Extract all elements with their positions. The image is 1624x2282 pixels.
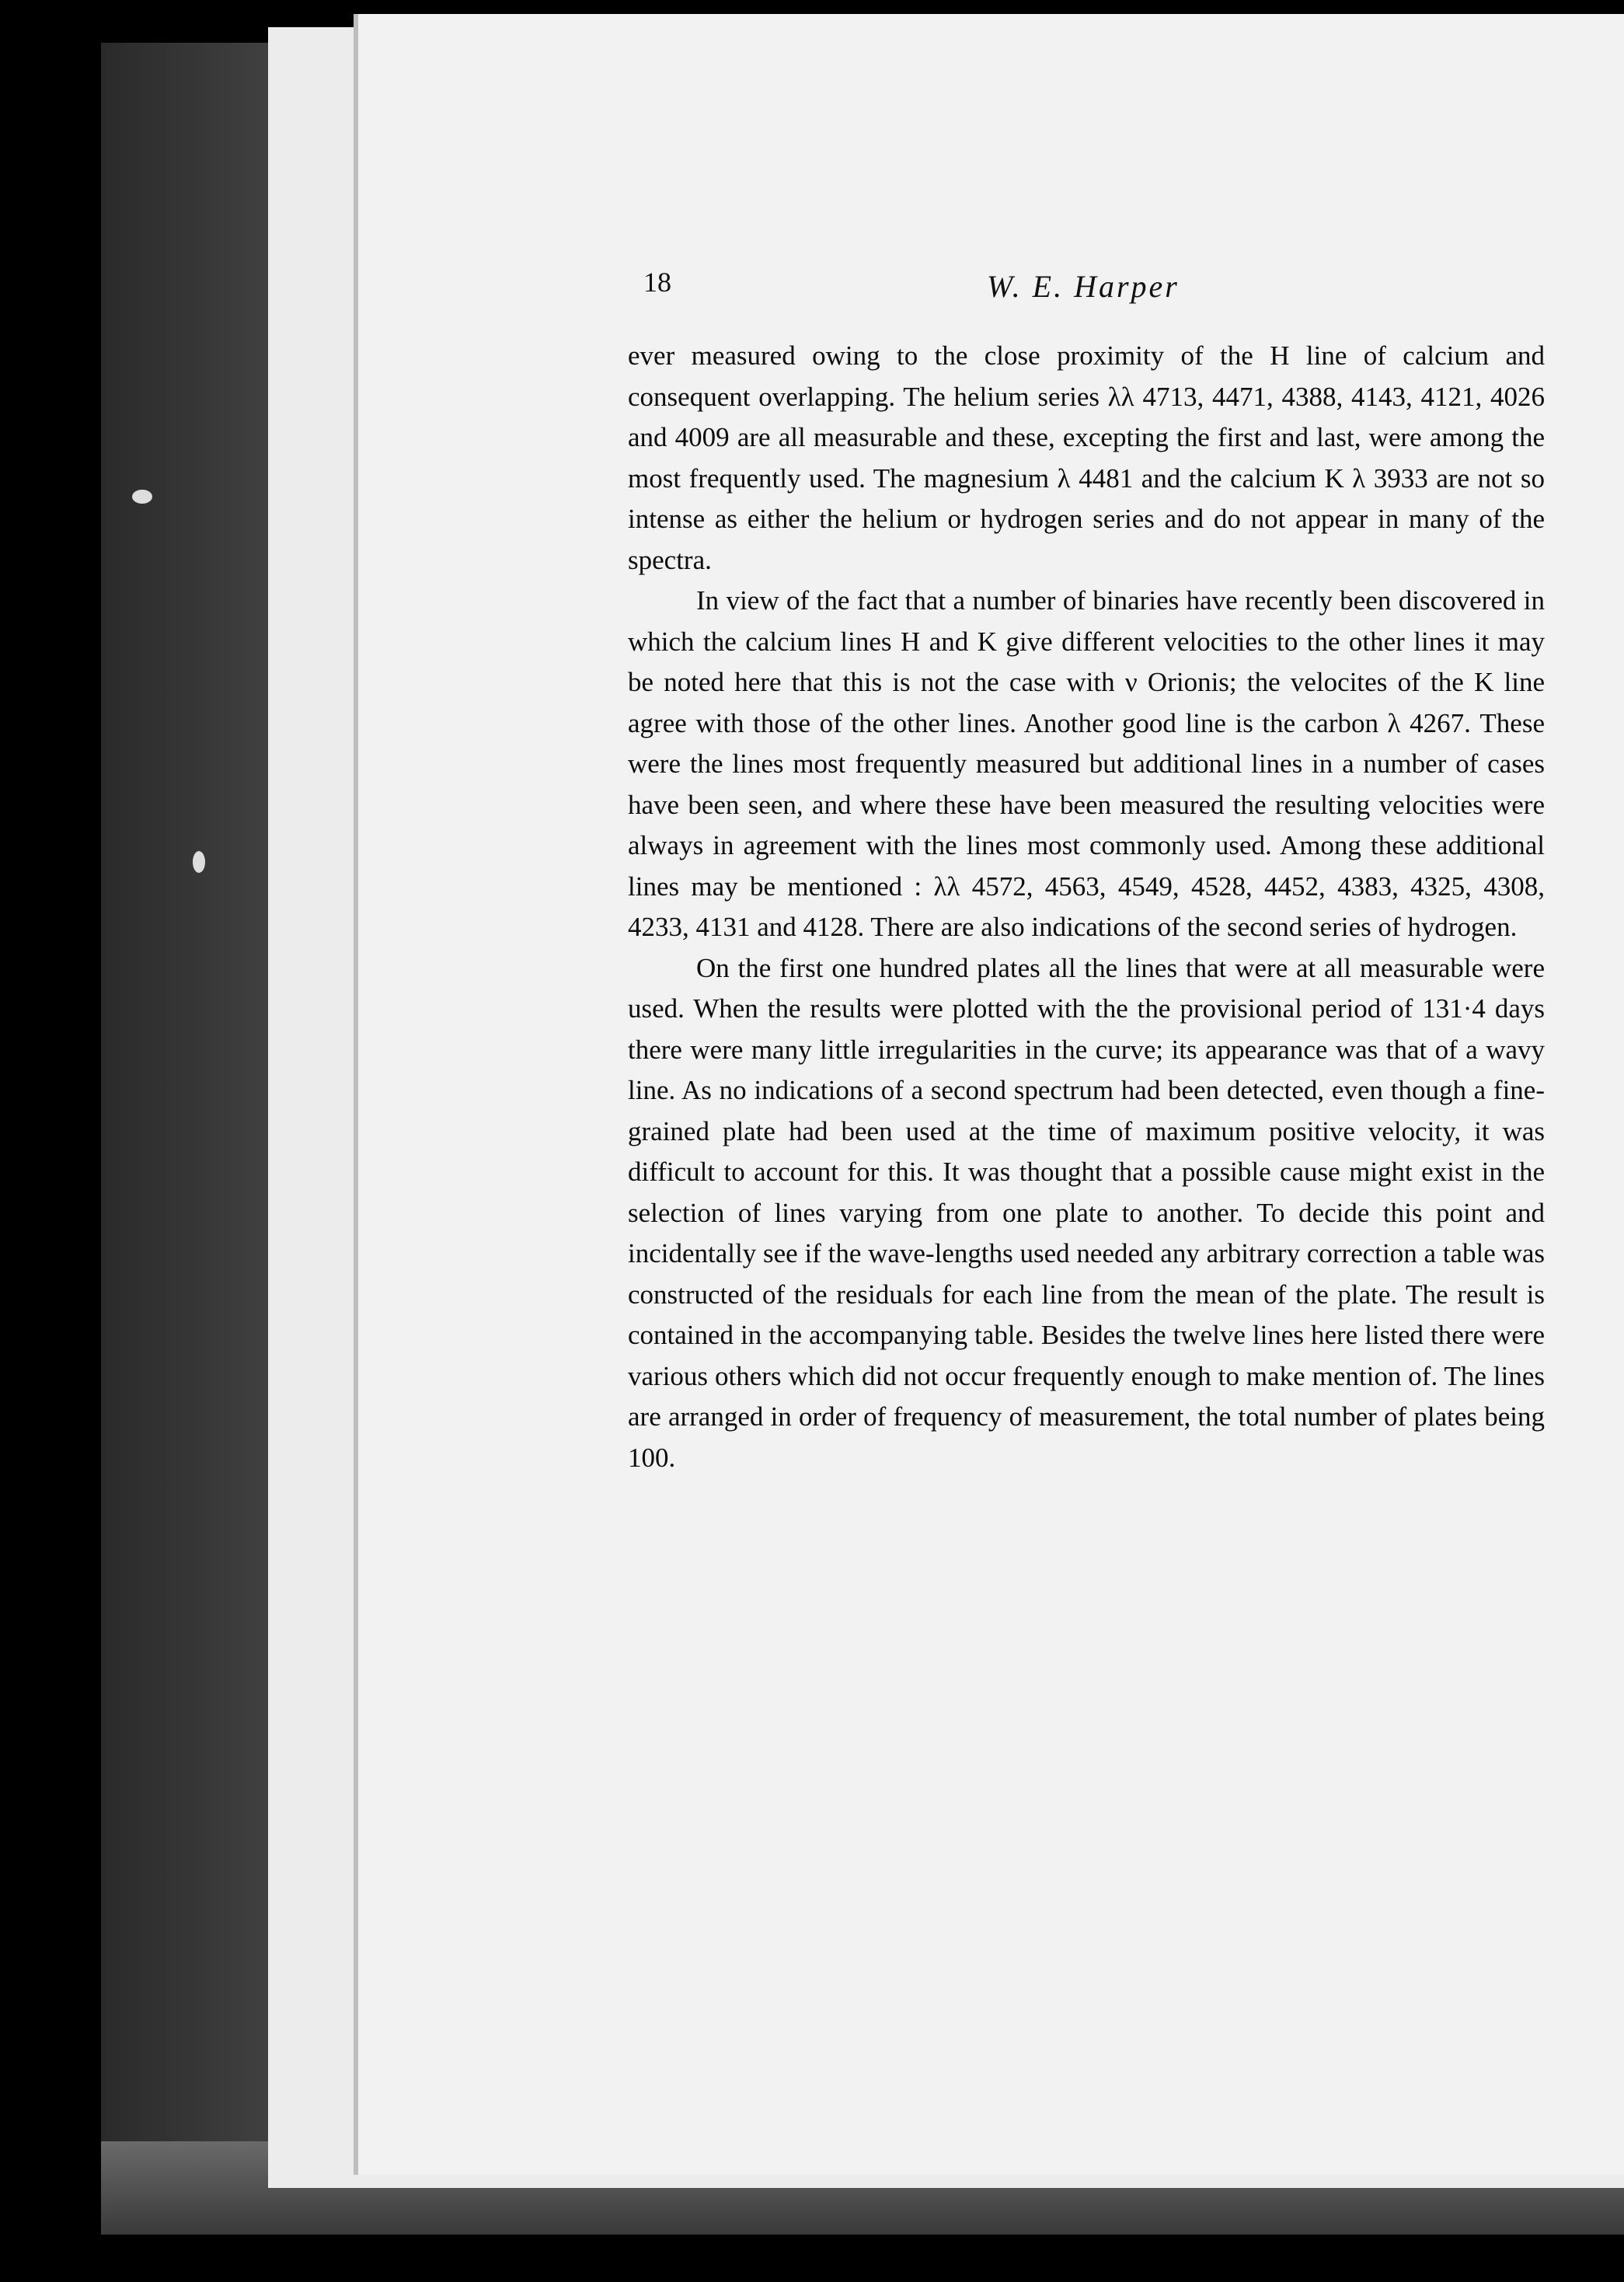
page-number: 18 bbox=[643, 267, 671, 298]
paragraph: ever measured owing to the close proximity of the H line of calcium and consequent overlapping. The helium series λλ 4713, 4471, 4388, 4143, 4121, 4026 and 4009 are all measurable and these, excepting the first and last, were among the most frequently used. The magnesium λ 4481 and the calcium K λ 3933 are not so intense as either the helium or hydrogen series and do not appear in many of the spectra. bbox=[628, 340, 1545, 575]
paragraph: On the first one hundred plates all the lines that were at all measurable were used. When the results were plotted with the the provisional period of 131·4 days there were many little irregularities in the curve; its appearance was that of a wavy line. As no indications of a second spectrum had been detected, even though a fine-grained plate had been used at the time of maximum positive velocity, it was difficult to account for this. It was thought that a possible cause might exist in the selection of lines varying from one plate to another. To decide this point and incidentally see if the wave-lengths used needed any arbitrary correction a table was constructed of the residuals for each line from the mean of the plate. The result is contained in the accompanying table. Besides the twelve lines here listed there were various others which did not occur frequently enough to make mention of. The lines are arranged in order of frequency of measurement, the total number of plates being 100. bbox=[628, 952, 1545, 1473]
paragraph: In view of the fact that a number of binaries have recently been discovered in which the calcium lines H and K give different velocities to the other lines it may be noted here that this is not the case with ν Orionis; the velocites of the K line agree with those of the other lines. Another good line is the carbon λ 4267. These were the lines most frequently measured but additional lines in a number of cases have been seen, and where these have been measured the resulting velocities were always in agreement with the lines most commonly used. Among these additional lines may be mentioned : λλ 4572, 4563, 4549, 4528, 4452, 4383, 4325, 4308, 4233, 4131 and 4128. There are also indications of the second series of hydrogen. bbox=[628, 585, 1545, 942]
scan-speck bbox=[193, 851, 205, 873]
body-text bbox=[628, 336, 1545, 1478]
scan-speck bbox=[132, 490, 152, 504]
running-head: W. E. Harper bbox=[987, 269, 1180, 304]
